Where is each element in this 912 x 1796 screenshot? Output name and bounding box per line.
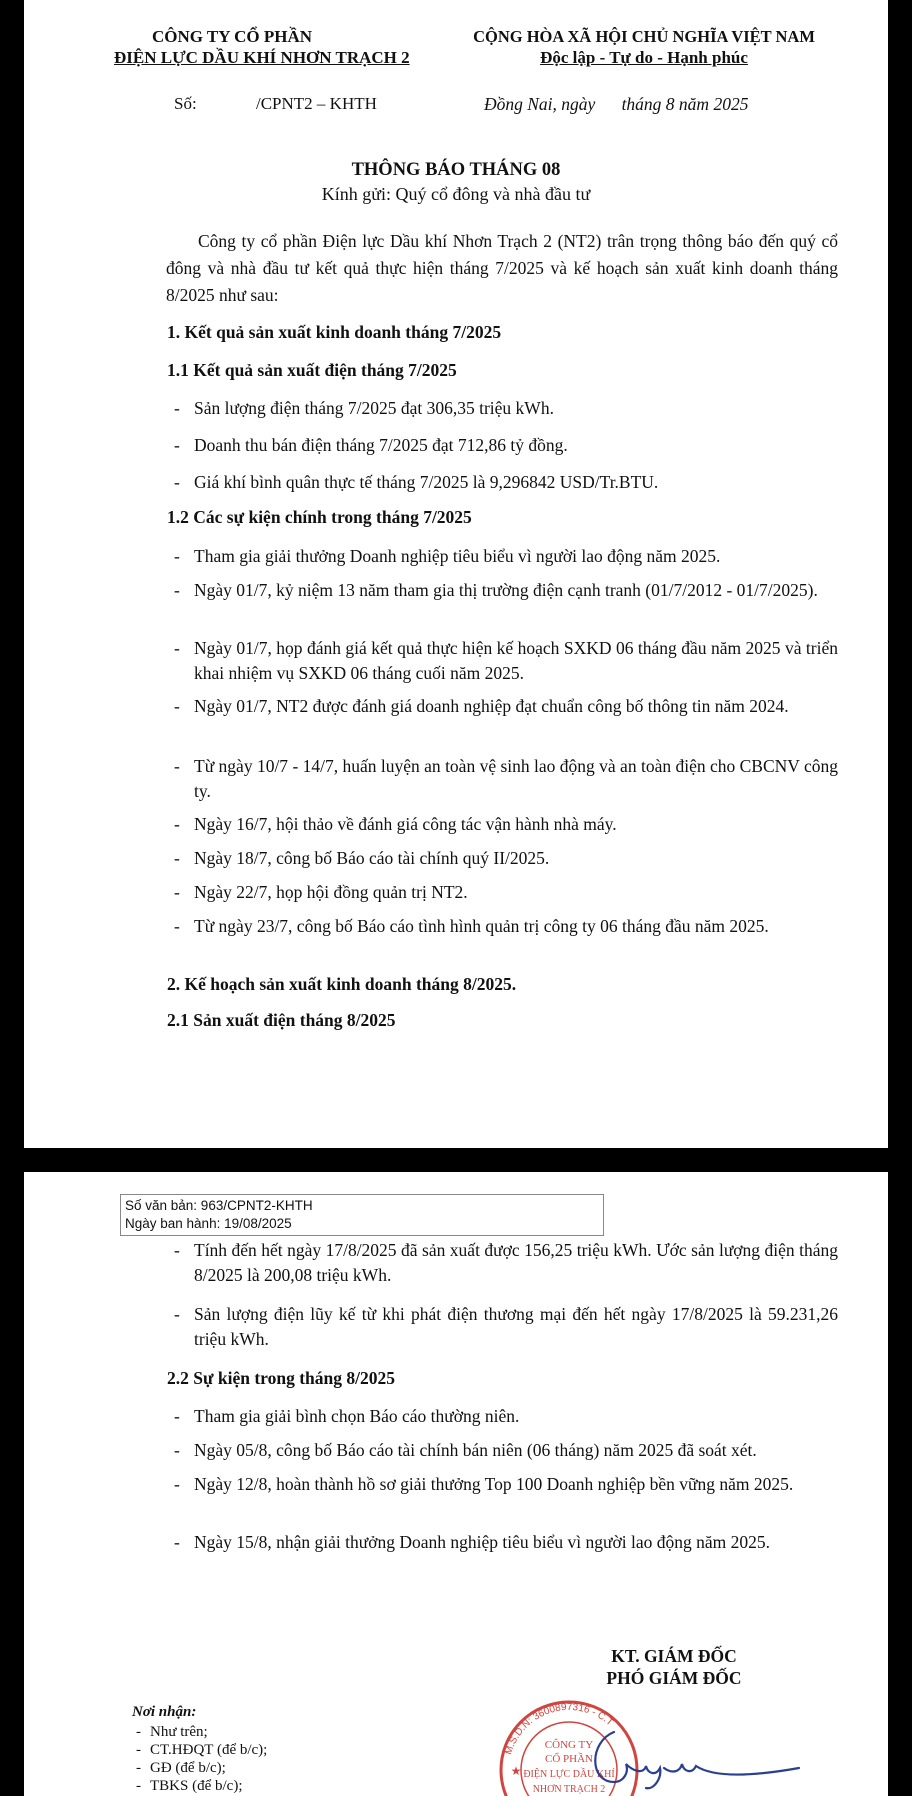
company-name-line2: ĐIỆN LỰC DẦU KHÍ NHƠN TRẠCH 2	[114, 48, 410, 67]
list-item: - Ngày 01/7, họp đánh giá kết quả thực hiện kế hoạch SXKD 06 tháng đầu năm 2025 và triển khai nhiệm vụ SXKD 06 tháng cuối năm 2025.	[174, 638, 838, 683]
list-item: - Ngày 01/7, NT2 được đánh giá doanh nghiệp đạt chuẩn công bố thông tin năm 2024.	[174, 696, 789, 716]
list-item: - Tham gia giải bình chọn Báo cáo thường niên.	[174, 1406, 520, 1426]
list-item: - Tính đến hết ngày 17/8/2025 đã sản xuất được 156,25 triệu kWh. Ước sản lượng điện tháng 8/2025 là 200,08 triệu kWh.	[174, 1240, 838, 1285]
svg-text:★: ★	[510, 1764, 522, 1778]
list-item: - Tham gia giải thưởng Doanh nghiệp tiêu biểu vì người lao động năm 2025.	[174, 546, 721, 566]
seal-line-1: CÔNG TY	[544, 1739, 594, 1751]
section-2-2-heading: 2.2 Sự kiện trong tháng 8/2025	[167, 1368, 395, 1388]
recipient-item: - CT.HĐQT (để b/c);	[136, 1742, 268, 1758]
signature-title-2: PHÓ GIÁM ĐỐC	[606, 1668, 742, 1688]
document-page-1	[24, 0, 888, 1148]
list-item: - Sản lượng điện tháng 7/2025 đạt 306,35 triệu kWh.	[174, 398, 554, 418]
recipient-item: - GĐ (để b/c);	[136, 1760, 226, 1776]
handwritten-signature	[584, 1712, 804, 1796]
doc-number: /CPNT2 – KHTH	[256, 94, 377, 113]
motto: Độc lập - Tự do - Hạnh phúc	[540, 48, 748, 67]
seal-ring-text: M.S.D.N: 3600897316 - C.T	[503, 1701, 616, 1757]
company-name-line1: CÔNG TY CỔ PHẦN	[151, 27, 313, 46]
document-number-box	[120, 1194, 604, 1236]
issue-date-text: Ngày ban hành: 19/08/2025	[125, 1216, 292, 1231]
seal-line-2: CỔ PHẦN	[545, 1753, 593, 1765]
section-1-1-heading: 1.1 Kết quả sản xuất điện tháng 7/2025	[167, 360, 457, 380]
country-name: CỘNG HÒA XÃ HỘI CHỦ NGHĨA VIỆT NAM	[473, 27, 815, 46]
list-item: - Doanh thu bán điện tháng 7/2025 đạt 712,86 tỷ đồng.	[174, 435, 568, 455]
list-item: - Giá khí bình quân thực tế tháng 7/2025 là 9,296842 USD/Tr.BTU.	[174, 472, 659, 492]
seal-line-3: ĐIỆN LỰC DẦU KHÍ	[523, 1769, 615, 1780]
list-item: - Ngày 15/8, nhận giải thưởng Doanh nghiệp tiêu biểu vì người lao động năm 2025.	[174, 1532, 771, 1552]
document-number-text: Số văn bản: 963/CPNT2-KHTH	[125, 1198, 313, 1213]
document-title: THÔNG BÁO THÁNG 08	[351, 160, 561, 180]
list-item: - Ngày 18/7, công bố Báo cáo tài chính quý II/2025.	[174, 848, 550, 868]
list-item: - Sản lượng điện lũy kế từ khi phát điện thương mại đến hết ngày 17/8/2025 là 59.231,26 triệu kWh.	[174, 1304, 838, 1349]
doc-number-label: Số:	[174, 94, 197, 113]
intro-paragraph: Công ty cổ phần Điện lực Dầu khí Nhơn Trạch 2 (NT2) trân trọng thông báo đến quý cổ đông và nhà đầu tư kết quả thực hiện tháng 7/2025 và kế hoạch sản xuất kinh doanh tháng 8/2025 như sau:	[166, 231, 838, 305]
list-item: - Ngày 12/8, hoàn thành hồ sơ giải thưởng Top 100 Doanh nghiệp bền vững năm 2025.	[174, 1474, 794, 1494]
recipient-item: - Như trên;	[136, 1724, 208, 1740]
date-place: Đồng Nai, ngày tháng 8 năm 2025	[484, 94, 749, 114]
signature-title-1: KT. GIÁM ĐỐC	[611, 1646, 737, 1666]
list-item: - Từ ngày 23/7, công bố Báo cáo tình hình quản trị công ty 06 tháng đầu năm 2025.	[174, 916, 769, 936]
list-item: - Ngày 01/7, kỷ niệm 13 năm tham gia thị trường điện cạnh tranh (01/7/2012 - 01/7/2025).	[174, 580, 818, 600]
section-1-heading: 1. Kết quả sản xuất kinh doanh tháng 7/2025	[167, 322, 502, 342]
recipient-greeting: Kính gửi: Quý cổ đông và nhà đầu tư	[321, 184, 591, 204]
document-page-2	[24, 1172, 888, 1796]
list-item: - Ngày 22/7, họp hội đồng quản trị NT2.	[174, 882, 468, 902]
list-item: - Ngày 16/7, hội thảo về đánh giá công tác vận hành nhà máy.	[174, 814, 617, 834]
list-item: - Ngày 05/8, công bố Báo cáo tài chính bán niên (06 tháng) năm 2025 đã soát xét.	[174, 1440, 757, 1460]
list-item: - Từ ngày 10/7 - 14/7, huấn luyện an toàn vệ sinh lao động và an toàn điện cho CBCNV công ty.	[174, 756, 838, 801]
recipient-item: - TBKS (để b/c);	[136, 1778, 243, 1794]
section-2-heading: 2. Kế hoạch sản xuất kinh doanh tháng 8/2025.	[167, 974, 517, 994]
section-2-1-heading: 2.1 Sản xuất điện tháng 8/2025	[167, 1010, 396, 1030]
section-1-2-heading: 1.2 Các sự kiện chính trong tháng 7/2025	[167, 507, 472, 527]
recipients-label: Nơi nhận:	[132, 1704, 197, 1720]
seal-line-4: NHƠN TRẠCH 2	[532, 1784, 606, 1795]
